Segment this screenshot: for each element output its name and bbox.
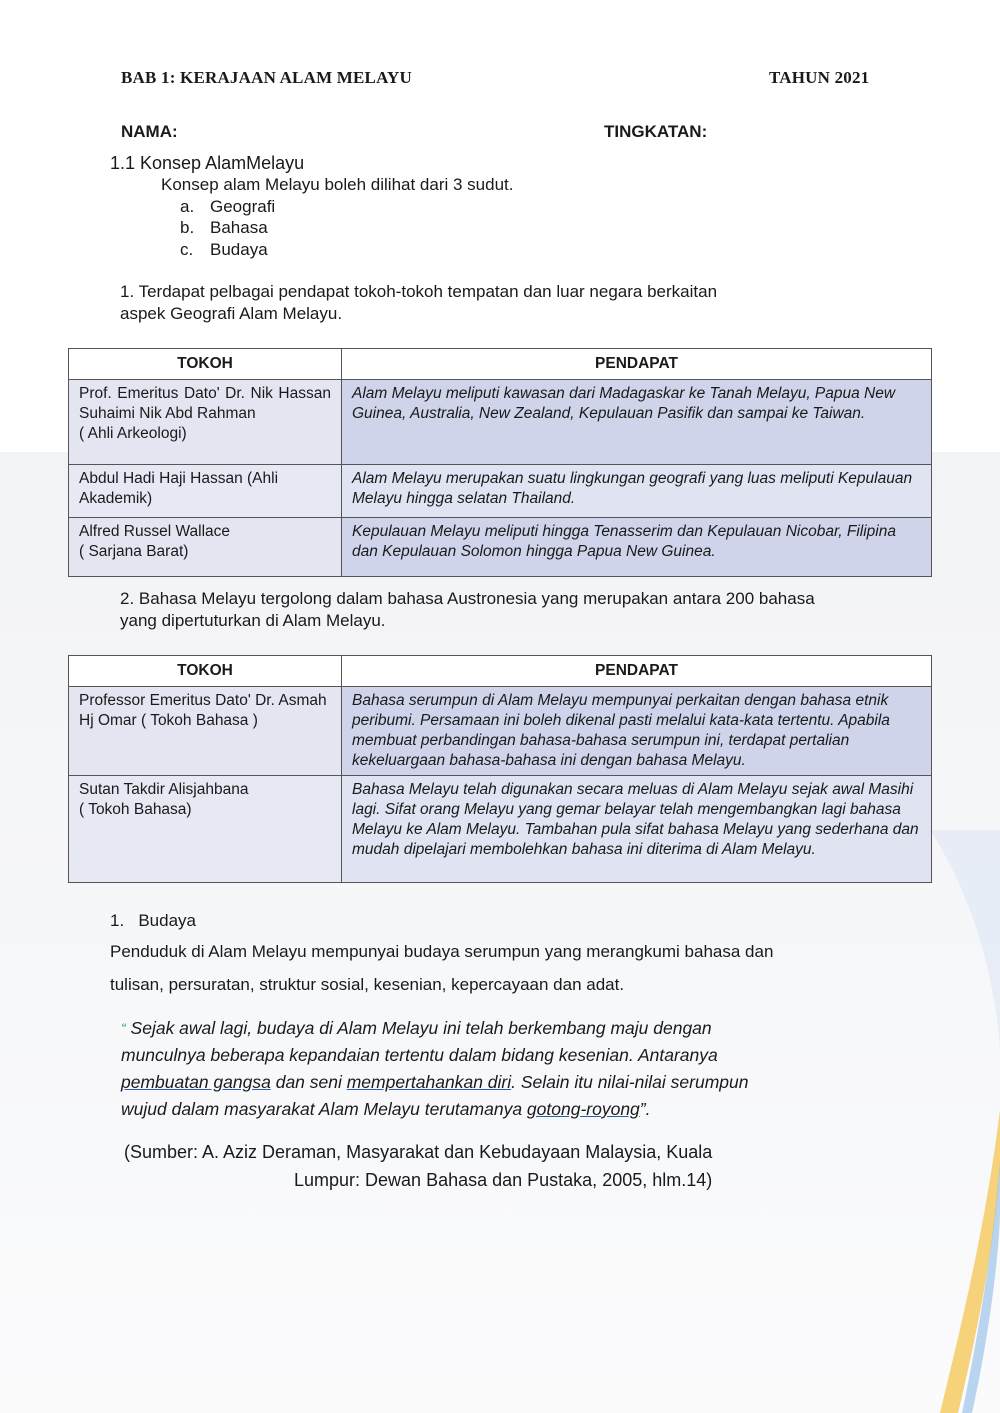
tokoh-role: ( Tokoh Bahasa) [79,801,192,818]
table-row [69,465,932,518]
table-row [69,380,932,465]
pendapat-cell: Alam Melayu meliputi kawasan dari Madagaskar ke Tanah Melayu, Papua New Guinea, Australia, New Zealand, Kepulauan Pasifik dan sampai ke Taiwan. [342,380,932,465]
year-label: TAHUN 2021 [769,68,870,87]
list-marker: c. [180,240,194,259]
list-item: Budaya [210,240,268,259]
underlined-term: mempertahankan diri [346,1072,512,1092]
list-marker: b. [180,218,195,237]
column-header-pendapat: PENDAPAT [342,349,932,380]
geografi-intro-line: aspek Geografi Alam Melayu. [120,304,343,323]
tokoh-name: Alfred Russel Wallace [79,523,231,540]
pendapat-cell: Bahasa serumpun di Alam Melayu mempunyai perkaitan dengan bahasa etnik peribumi. Persamaan ini boleh dikenal pasti melalui kata-kata tertentu. Apabila membuat perbandingan bahasa-bahasa serumpun ini, terdapat pertalian kekeluargaan bahasa-bahasa ini dengan bahasa Melayu. [342,687,932,776]
bahasa-table [68,655,932,883]
tokoh-cell [69,687,342,776]
tokoh-cell [69,776,342,883]
table-row [69,776,932,883]
quote-line: wujud dalam masyarakat Alam Melayu terutamanya gotong-royong”. [121,1099,651,1119]
tokoh-role: ( Ahli Arkeologi) [79,425,187,442]
list-marker: a. [180,197,195,216]
underlined-term: pembuatan gangsa [121,1072,271,1092]
tokoh-role: ( Sarjana Barat) [79,543,189,560]
class-field-label: TINGKATAN: [604,122,708,141]
geografi-intro-line: 1. Terdapat pelbagai pendapat tokoh-tokoh tempatan dan luar negara berkaitan [120,282,718,301]
table-row [69,687,932,776]
bahasa-intro-line: 2. Bahasa Melayu tergolong dalam bahasa Austronesia yang merupakan antara 200 bahasa [120,589,815,608]
quote-line: “ Sejak awal lagi, budaya di Alam Melayu ini telah berkembang maju dengan [121,1018,712,1038]
list-item: Geografi [210,197,276,216]
pendapat-cell: Kepulauan Melayu meliputi hingga Tenasserim dan Kepulauan Nicobar, Filipina dan Kepulauan Solomon hingga Papua New Guinea. [342,518,932,577]
budaya-heading: 1. Budaya [110,911,197,930]
name-field-label: NAMA: [121,122,178,141]
geografi-table [68,348,932,577]
list-item: Bahasa [210,218,268,237]
pendapat-cell: Alam Melayu merupakan suatu lingkungan geografi yang luas meliputi Kepulauan Melayu hingga selatan Thailand. [342,465,932,518]
budaya-paragraph-line: tulisan, persuratan, struktur sosial, kesenian, kepercayaan dan adat. [110,975,625,994]
source-citation-line: (Sumber: A. Aziz Deraman, Masyarakat dan Kebudayaan Malaysia, Kuala [124,1142,713,1162]
column-header-tokoh: TOKOH [69,656,342,687]
table-row [69,518,932,577]
column-header-tokoh: TOKOH [69,349,342,380]
tokoh-name: Prof. Emeritus Dato' Dr. Nik Hassan Suhaimi Nik Abd Rahman [79,385,331,422]
underlined-term: gotong-royong [526,1099,640,1119]
tokoh-name: Sutan Takdir Alisjahbana [79,781,249,798]
quote-line: pembuatan gangsa dan seni mempertahankan diri. Selain itu nilai-nilai serumpun [121,1072,749,1092]
quote-block [121,1015,841,1123]
tokoh-cell [69,380,342,465]
open-quote-mark: “ [121,1020,126,1036]
budaya-paragraph-line: Penduduk di Alam Melayu mempunyai budaya serumpun yang merangkumi bahasa dan [110,942,774,961]
pendapat-cell: Bahasa Melayu telah digunakan secara meluas di Alam Melayu sejak awal Masihi lagi. Sifat orang Melayu yang gemar belayar telah mengembangkan lagi bahasa Melayu ke Alam Melayu. Tambahan pula sifat bahasa Melayu yang sederhana dan mudah dipelajari membolehkan bahasa ini diterima di Alam Melayu. [342,776,932,883]
tokoh-cell [69,518,342,577]
tokoh-name: Abdul Hadi Haji Hassan (Ahli Akademik) [79,470,279,507]
bahasa-intro-line: yang dipertuturkan di Alam Melayu. [120,611,386,630]
chapter-title: BAB 1: KERAJAAN ALAM MELAYU [121,68,412,87]
section-heading: 1.1 Konsep AlamMelayu [110,153,305,173]
tokoh-cell [69,465,342,518]
quote-line: munculnya beberapa kepandaian tertentu dalam bidang kesenian. Antaranya [121,1045,718,1065]
column-header-pendapat: PENDAPAT [342,656,932,687]
tokoh-name: Professor Emeritus Dato' Dr. Asmah Hj Omar ( Tokoh Bahasa ) [79,692,327,729]
section-intro: Konsep alam Melayu boleh dilihat dari 3 sudut. [161,175,514,194]
source-citation-line: Lumpur: Dewan Bahasa dan Pustaka, 2005, hlm.14) [294,1170,713,1190]
